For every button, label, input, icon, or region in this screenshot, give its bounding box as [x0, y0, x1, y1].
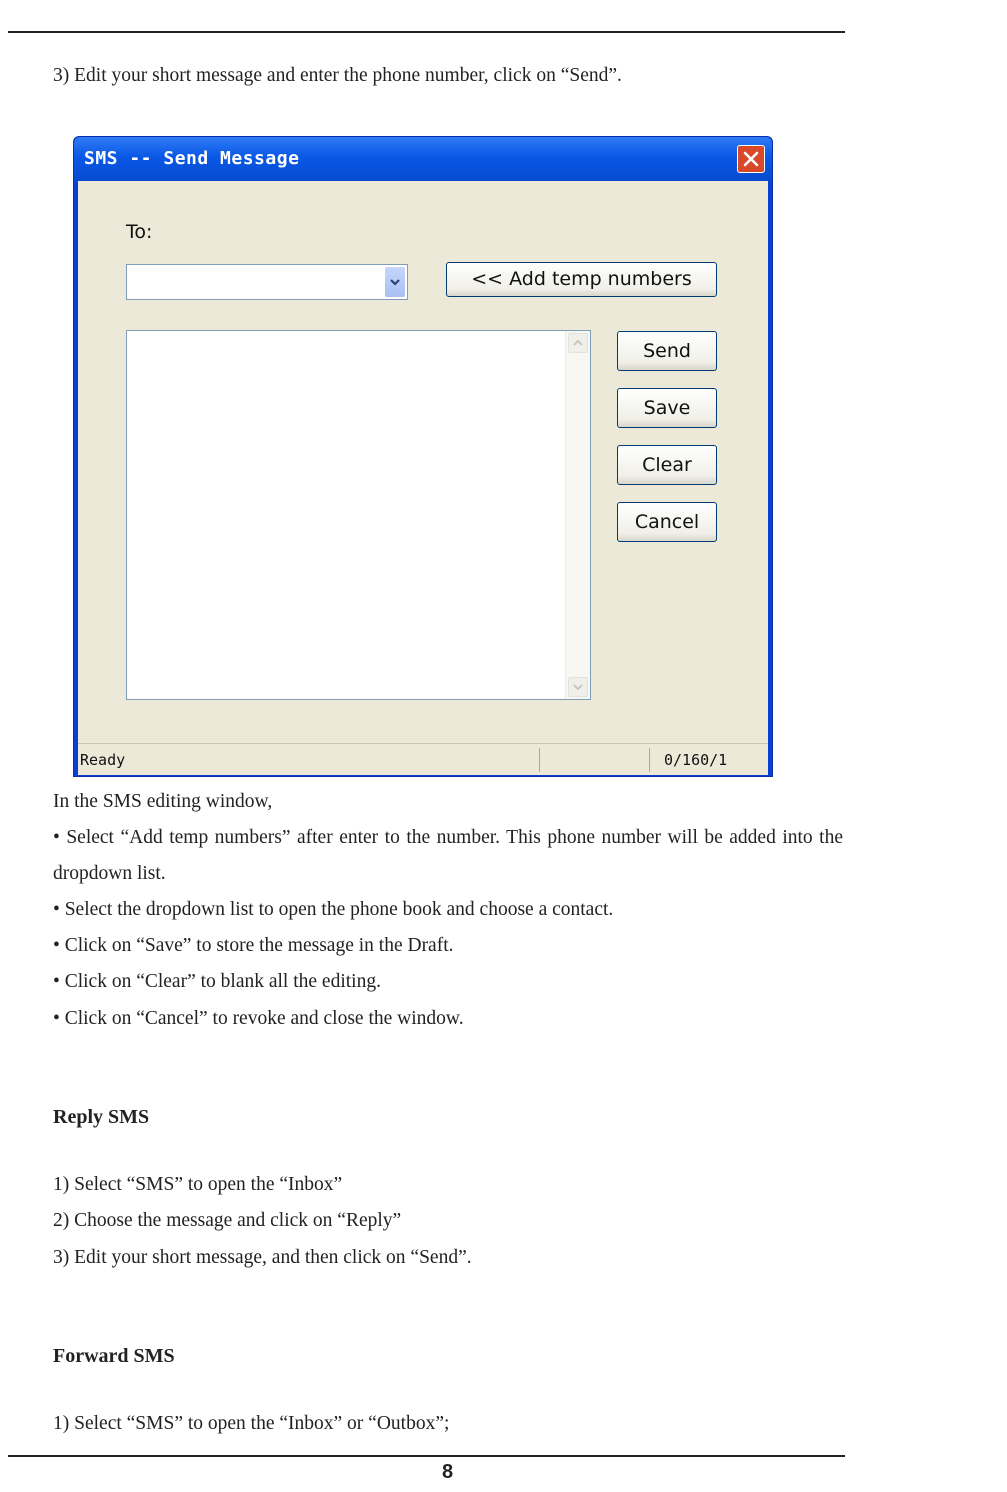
window-title: SMS -- Send Message	[84, 148, 300, 169]
chevron-up-icon	[573, 339, 583, 347]
scroll-down-button[interactable]	[568, 677, 588, 697]
reply-step-2: 2) Choose the message and click on “Reply”	[53, 1210, 402, 1231]
forward-sms-heading: Forward SMS	[53, 1345, 175, 1367]
close-button[interactable]	[737, 145, 765, 173]
sms-send-window	[73, 136, 773, 777]
forward-step-1: 1) Select “SMS” to open the “Inbox” or “Outbox”;	[53, 1413, 450, 1434]
editing-window-lead: In the SMS editing window,	[53, 791, 273, 812]
intro-paragraph: 3) Edit your short message and enter the phone number, click on “Send”.	[53, 65, 622, 86]
bullet-save: • Click on “Save” to store the message in the Draft.	[53, 935, 454, 956]
window-client-area	[78, 181, 768, 774]
add-temp-numbers-button[interactable]: << Add temp numbers	[446, 262, 717, 297]
send-button[interactable]: Send	[617, 331, 717, 371]
to-number-dropdown[interactable]	[126, 264, 408, 300]
bullet-clear: • Click on “Clear” to blank all the editing.	[53, 971, 381, 992]
to-label: To:	[126, 221, 153, 243]
reply-step-3: 3) Edit your short message, and then click on “Send”.	[53, 1247, 472, 1268]
clear-button[interactable]: Clear	[617, 445, 717, 485]
cancel-button[interactable]: Cancel	[617, 502, 717, 542]
message-scrollbar[interactable]	[565, 331, 590, 699]
character-counter: 0/160/1	[664, 751, 728, 769]
close-icon	[743, 151, 759, 167]
status-bar	[78, 743, 768, 775]
chevron-down-icon	[389, 277, 401, 287]
header-rule	[8, 31, 845, 33]
scroll-up-button[interactable]	[568, 333, 588, 353]
bullet-add-temp: • Select “Add temp numbers” after enter to the number. This phone number will be added into the dropdown list.	[53, 827, 843, 884]
reply-sms-heading: Reply SMS	[53, 1106, 150, 1128]
message-textarea[interactable]	[126, 330, 591, 700]
window-titlebar[interactable]	[74, 137, 772, 181]
status-text: Ready	[80, 748, 540, 772]
dropdown-button[interactable]	[385, 267, 405, 297]
page-number: 8	[441, 1461, 454, 1483]
bullet-dropdown: • Select the dropdown list to open the phone book and choose a contact.	[53, 899, 614, 920]
status-empty-cell	[542, 748, 650, 772]
save-button[interactable]: Save	[617, 388, 717, 428]
chevron-down-icon	[573, 683, 583, 691]
bullet-cancel: • Click on “Cancel” to revoke and close the window.	[53, 1008, 464, 1029]
reply-step-1: 1) Select “SMS” to open the “Inbox”	[53, 1174, 343, 1195]
footer-rule	[8, 1455, 845, 1457]
